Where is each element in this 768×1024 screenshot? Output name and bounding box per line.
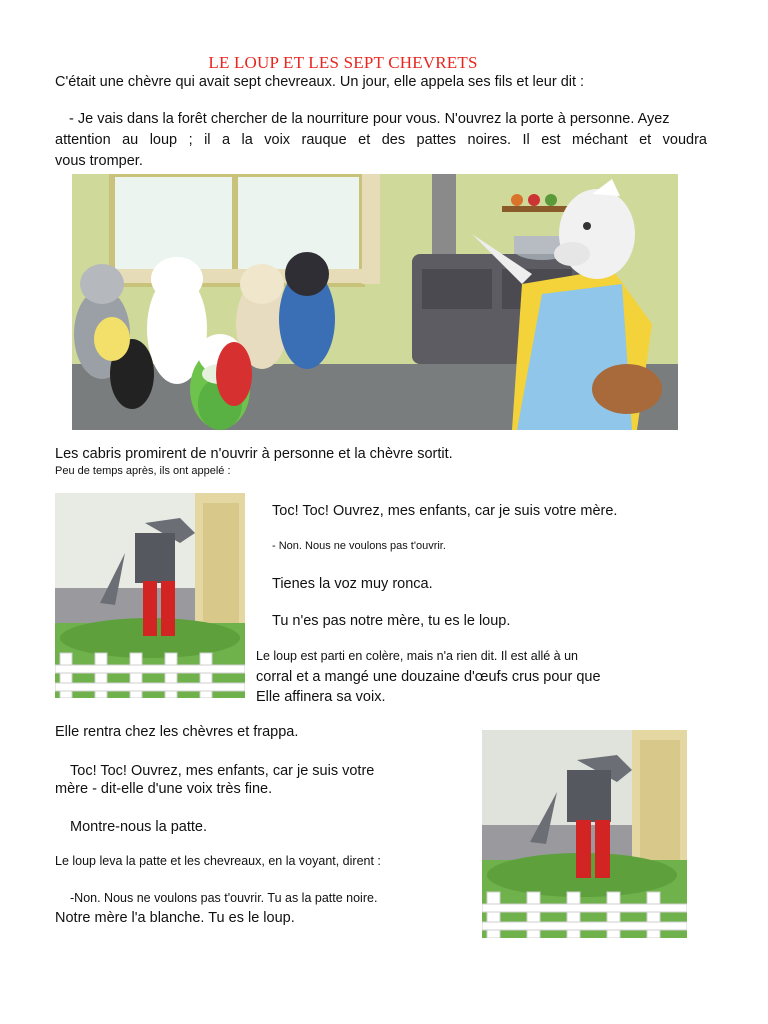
promise-text: Les cabris promirent de n'ouvrir à personne et la chèvre sortit. xyxy=(55,446,453,462)
wolf-left-line-1: Le loup est parti en colère, mais n'a rien dit. Il est allé à un xyxy=(256,649,579,663)
refuse-line-2b: Notre mère l'a blanche. Tu es le loup. xyxy=(55,910,295,926)
not-mother-line: Tu n'es pas notre mère, tu es le loup. xyxy=(272,613,511,629)
warning-line-2: attention au loup ; il a la voix rauque et des pattes noires. Il est méchant et voudra xyxy=(55,132,707,148)
return-knock-text: Elle rentra chez les chèvres et frappa. xyxy=(55,724,299,740)
show-paw-line: Montre-nous la patte. xyxy=(70,819,208,835)
wolf-illustration-1 xyxy=(55,493,245,698)
page-title: LE LOUP ET LES SEPT CHEVRETS xyxy=(208,53,478,72)
refuse-line-1: - Non. Nous ne voulons pas t'ouvrir. xyxy=(272,540,446,552)
wolf-at-door-image-2 xyxy=(482,730,687,938)
soon-after-text: Peu de temps après, ils ont appelé : xyxy=(55,465,231,477)
wolf-at-door-image-1 xyxy=(55,493,245,698)
wolf-illustration-2 xyxy=(482,730,687,938)
knock-line-2a: Toc! Toc! Ouvrez, mes enfants, car je suis votre xyxy=(70,763,375,779)
intro-text: C'était une chèvre qui avait sept chevreaux. Un jour, elle appela ses fils et leur dit : xyxy=(55,74,585,90)
knock-line-2b: mère - dit-elle d'une voix très fine. xyxy=(55,781,273,797)
wolf-left-line-3: Elle affinera sa voix. xyxy=(256,689,386,705)
refuse-line-2a: -Non. Nous ne voulons pas t'ouvrir. Tu as la patte noire. xyxy=(70,891,378,905)
warning-line-3: vous tromper. xyxy=(55,153,143,169)
kitchen-illustration xyxy=(72,174,678,430)
voice-line: Tienes la voz muy ronca. xyxy=(272,576,433,592)
goats-kitchen-image xyxy=(72,174,678,430)
warning-line-1: - Je vais dans la forêt chercher de la nourriture pour vous. N'ouvrez la porte à personne. Ayez xyxy=(69,111,670,127)
raised-paw-line: Le loup leva la patte et les chevreaux, en la voyant, dirent : xyxy=(55,854,381,868)
knock-line-1: Toc! Toc! Ouvrez, mes enfants, car je suis votre mère. xyxy=(272,503,618,519)
wolf-left-line-2: corral et a mangé une douzaine d'œufs crus pour que xyxy=(256,669,601,685)
